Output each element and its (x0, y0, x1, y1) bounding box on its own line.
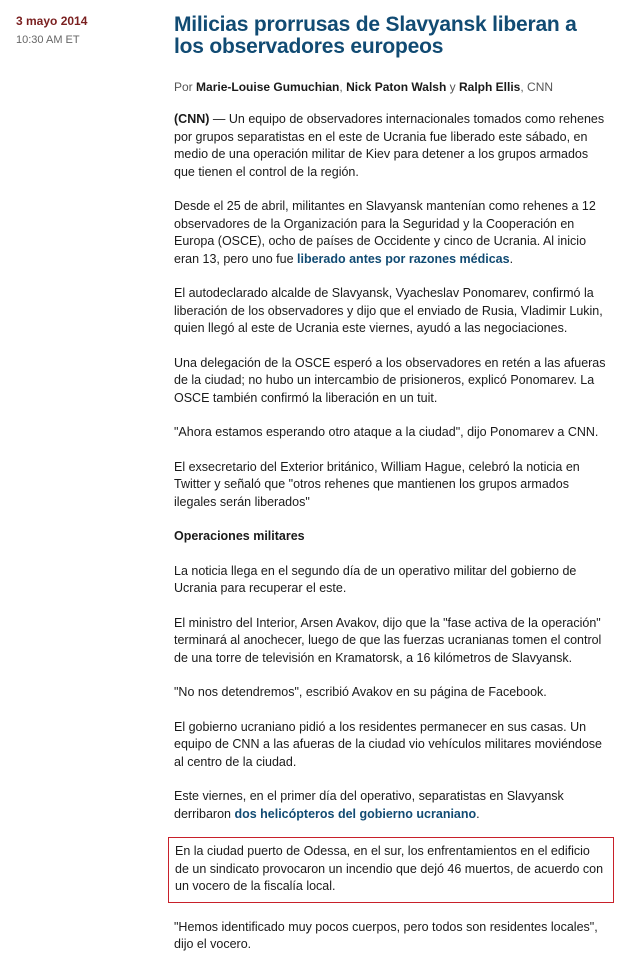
article-title: Milicias prorrusas de Slavyansk liberan a los observadores europeos (174, 13, 577, 58)
paragraph: "Ahora estamos esperando otro ataque a la ciudad", dijo Ponomarev a CNN. (174, 425, 599, 439)
paragraph: Una delegación de la OSCE esperó a los observadores en retén a las afueras de la ciudad; no hubo un intercambio de prisioneros, explicó Ponomarev. La OSCE también confirmó la liberación en un tuit. (174, 355, 606, 405)
byline: Por Marie-Louise Gumuchian, Nick Paton Walsh y Ralph Ellis, CNN (174, 80, 554, 94)
byline-prefix: Por (174, 80, 193, 94)
paragraph: El autodeclarado alcalde de Slavyansk, Vyacheslav Ponomarev, confirmó la liberación de los observadores y dijo que el enviado de Rusia, Vladimir Lukin, quien llegó al este de Ucrania este viernes, ayudó a las negociaciones. (174, 286, 603, 335)
highlighted-paragraph: En la ciudad puerto de Odessa, en el sur, los enfrentamientos en el edificio de un sindicato provocaron un incendio que dejó 46 muertos, de acuerdo con un vocero de la fiscalía local. (175, 844, 604, 893)
byline-and: y (449, 80, 456, 94)
publish-date: 3 mayo 2014 (16, 14, 88, 28)
publish-time: 10:30 AM ET (16, 34, 80, 46)
paragraph: El ministro del Interior, Arsen Avakov, dijo que la "fase activa de la operación" terminará al anochecer, luego de que las fuerzas ucranianas tomen el control de una torre de televisión en Kramatorsk, a 16 kilómetros de Slavyansk. (174, 615, 602, 665)
paragraph: "Hemos identificado muy pocos cuerpos, pero todos son residentes locales", dijo el vocero. (174, 919, 598, 951)
paragraph: El exsecretario del Exterior británico, William Hague, celebró la noticia en Twitter y señaló que "otros rehenes que mantienen los grupos armados ilegales serán liberados" (174, 459, 580, 509)
article-body (174, 14, 610, 954)
inline-link[interactable]: liberado antes por razones médicas (297, 251, 510, 266)
paragraph: (CNN) — Un equipo de observadores internacionales tomados como rehenes por grupos separatistas en el este de Ucrania fue liberado este sábado, en medio de una operación militar de Kiev para detener a los grupos armados que tienen el control de la región. (174, 112, 605, 179)
paragraph: "No nos detendremos", escribió Avakov en su página de Facebook. (174, 685, 547, 699)
author-link[interactable]: Nick Paton Walsh (346, 80, 447, 94)
section-subheading: Operaciones militares (174, 529, 305, 543)
paragraph: La noticia llega en el segundo día de un operativo militar del gobierno de Ucrania para recuperar el este. (174, 563, 577, 595)
paragraph: Este viernes, en el primer día del operativo, separatistas en Slavyansk derribaron dos helicópteros del gobierno ucraniano. (174, 789, 564, 821)
highlighted-paragraph-box (168, 837, 614, 903)
lead-source: (CNN) (174, 112, 210, 126)
author-link[interactable]: Marie-Louise Gumuchian (196, 80, 340, 94)
paragraph: El gobierno ucraniano pidió a los residentes permanecer en sus casas. Un equipo de CNN a las afueras de la ciudad vio vehículos militares moviéndose al centro de la ciudad. (174, 719, 603, 769)
paragraph: Desde el 25 de abril, militantes en Slavyansk mantenían como rehenes a 12 observadores de la Organización para la Seguridad y la Cooperación en Europa (OSCE), ocho de países de Occidente y cinco de Ucrania. Al inicio eran 13, pero uno fue liberado antes por razones médicas. (174, 199, 596, 266)
article-meta (16, 14, 156, 46)
inline-link[interactable]: dos helicópteros del gobierno ucraniano (234, 806, 477, 821)
author-link[interactable]: Ralph Ellis (459, 80, 521, 94)
byline-source: CNN (527, 80, 554, 94)
